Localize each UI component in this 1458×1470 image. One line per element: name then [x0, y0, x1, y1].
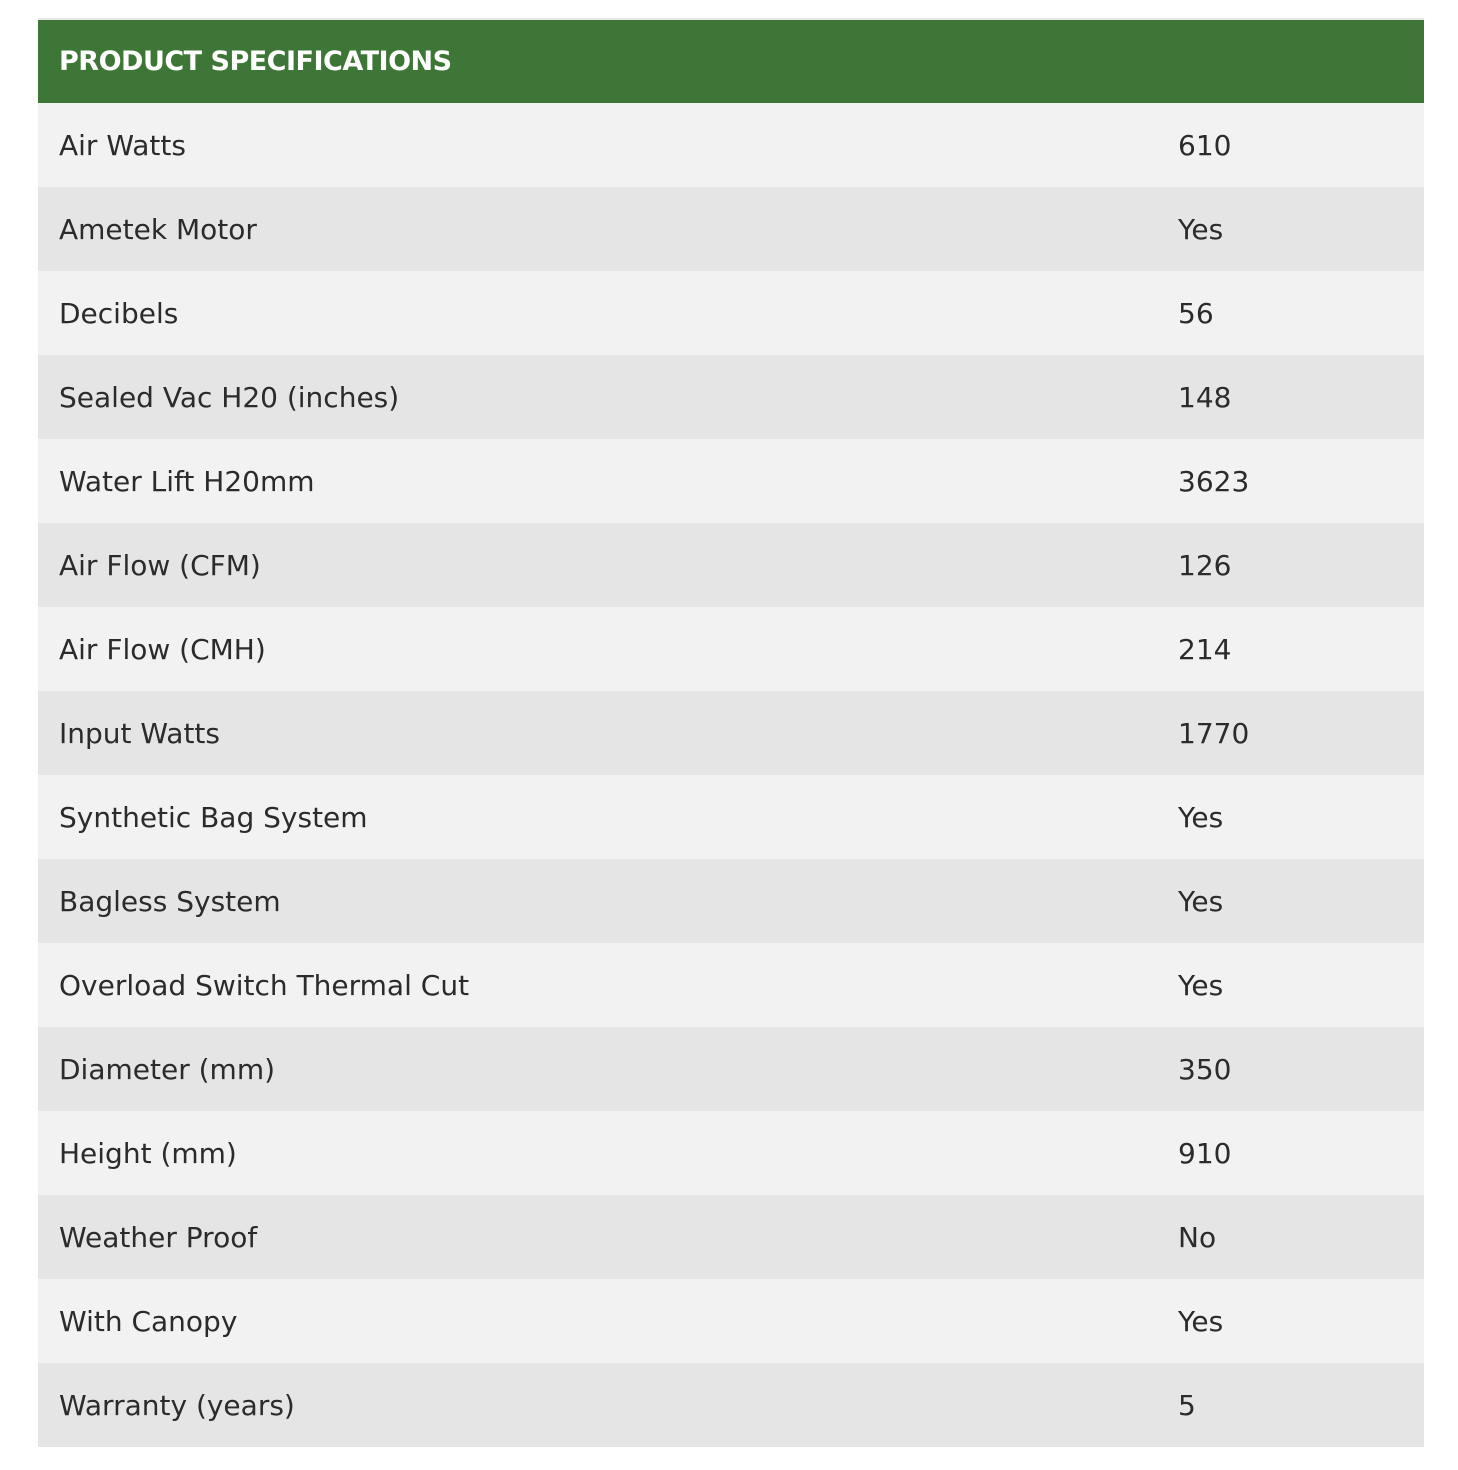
- table-row: [38, 271, 1424, 355]
- table-row: [38, 1195, 1424, 1279]
- spec-label: Overload Switch Thermal Cut: [59, 968, 470, 1002]
- spec-label: Water Lift H20mm: [59, 464, 315, 498]
- specifications-header-row: [38, 19, 1424, 103]
- spec-value: 910: [1178, 1136, 1232, 1170]
- spec-value: 56: [1178, 296, 1214, 330]
- table-row: [38, 1027, 1424, 1111]
- table-row: [38, 1111, 1424, 1195]
- spec-label: Air Flow (CFM): [59, 548, 261, 582]
- table-row: [38, 943, 1424, 1027]
- table-row: [38, 439, 1424, 523]
- table-row: [38, 103, 1424, 187]
- spec-value: 126: [1178, 548, 1232, 582]
- spec-label: Weather Proof: [59, 1220, 258, 1254]
- table-row: [38, 1363, 1424, 1447]
- spec-value: 610: [1178, 128, 1232, 162]
- spec-value: 3623: [1178, 464, 1250, 498]
- spec-label: Air Flow (CMH): [59, 632, 266, 666]
- spec-label: Air Watts: [59, 128, 186, 162]
- table-row: [38, 607, 1424, 691]
- specifications-table: [38, 18, 1424, 1447]
- spec-value: 148: [1178, 380, 1232, 414]
- spec-label: Bagless System: [59, 884, 281, 918]
- specifications-table-body: [38, 103, 1424, 1447]
- table-row: [38, 355, 1424, 439]
- table-row: [38, 691, 1424, 775]
- spec-label: Ametek Motor: [59, 212, 257, 246]
- spec-value: Yes: [1178, 884, 1224, 918]
- spec-value: Yes: [1178, 800, 1224, 834]
- spec-value: 5: [1178, 1388, 1196, 1422]
- spec-value: 350: [1178, 1052, 1232, 1086]
- spec-value: Yes: [1178, 968, 1224, 1002]
- table-row: [38, 1279, 1424, 1363]
- spec-label: Synthetic Bag System: [59, 800, 368, 834]
- spec-value: Yes: [1178, 1304, 1224, 1338]
- spec-label: Decibels: [59, 296, 179, 330]
- spec-value: Yes: [1178, 212, 1224, 246]
- spec-label: With Canopy: [59, 1304, 238, 1338]
- table-row: [38, 187, 1424, 271]
- spec-label: Input Watts: [59, 716, 220, 750]
- table-row: [38, 859, 1424, 943]
- spec-label: Warranty (years): [59, 1388, 295, 1422]
- table-row: [38, 775, 1424, 859]
- spec-label: Sealed Vac H20 (inches): [59, 380, 400, 414]
- spec-label: Height (mm): [59, 1136, 237, 1170]
- specifications-table-head: [38, 19, 1424, 103]
- table-row: [38, 523, 1424, 607]
- spec-value: No: [1178, 1220, 1217, 1254]
- specifications-title: PRODUCT SPECIFICATIONS: [38, 19, 1424, 103]
- spec-label: Diameter (mm): [59, 1052, 276, 1086]
- spec-value: 214: [1178, 632, 1232, 666]
- spec-value: 1770: [1178, 716, 1250, 750]
